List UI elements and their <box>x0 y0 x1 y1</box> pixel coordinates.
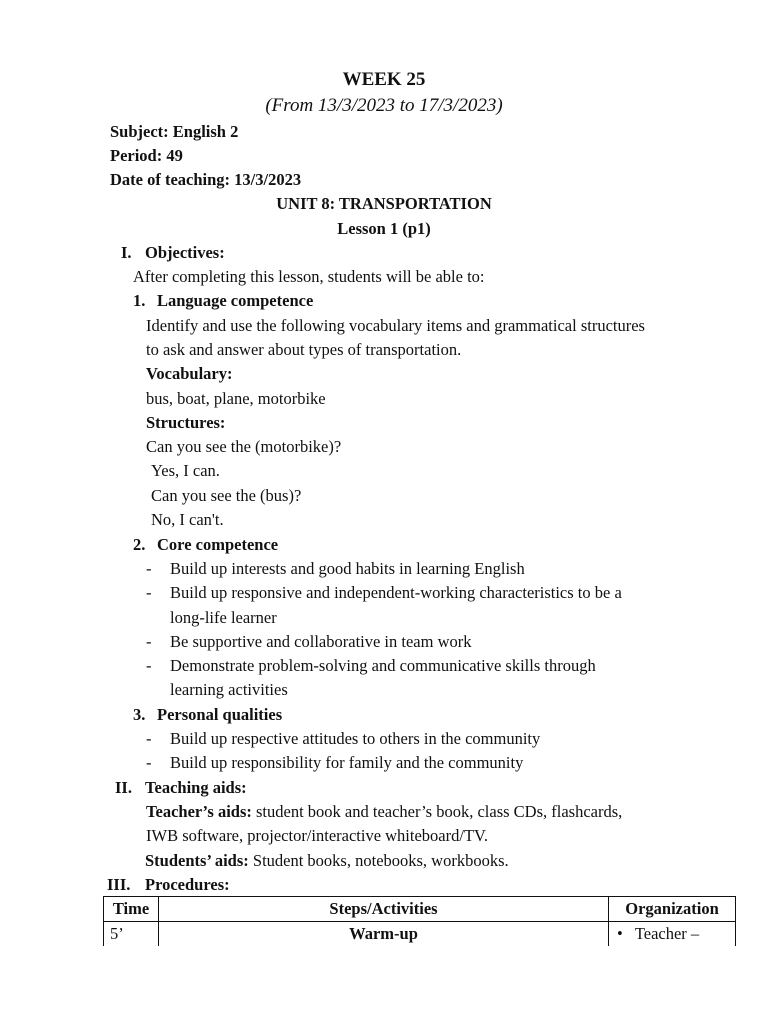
students-aids-label: Students’ aids: <box>145 851 249 870</box>
teaching-aids-num: II. <box>115 778 132 797</box>
date-of-teaching: Date of teaching: 13/3/2023 <box>110 170 302 189</box>
header-steps: Steps/Activities <box>159 897 609 922</box>
language-desc-2: to ask and answer about types of transportation. <box>146 340 462 359</box>
dash-marker: - <box>146 559 152 578</box>
language-title: Language competence <box>157 291 314 310</box>
vocabulary-list: bus, boat, plane, motorbike <box>146 389 326 408</box>
structure-line: No, I can't. <box>151 510 224 529</box>
header-organization: Organization <box>609 897 736 922</box>
teacher-aids-text-2: IWB software, projector/interactive whiteboard/TV. <box>146 826 488 845</box>
date-range: (From 13/3/2023 to 17/3/2023) <box>265 95 503 116</box>
structures-label: Structures: <box>146 413 226 432</box>
core-item: Demonstrate problem-solving and communicative skills through <box>170 656 596 675</box>
structure-line: Can you see the (bus)? <box>151 486 302 505</box>
core-title: Core competence <box>157 535 279 554</box>
dash-marker: - <box>146 583 152 602</box>
teacher-aids-text: student book and teacher’s book, class CDs, flashcards, <box>256 802 623 821</box>
dash-marker: - <box>146 729 152 748</box>
personal-num: 3. <box>133 705 146 724</box>
students-aids-text: Student books, notebooks, workbooks. <box>252 851 509 870</box>
teaching-aids-heading: Teaching aids: <box>145 778 247 797</box>
table-row <box>104 922 736 947</box>
procedures-table <box>103 896 736 946</box>
dash-marker: - <box>146 753 152 772</box>
teacher-aids-line <box>146 802 622 822</box>
table-header-row <box>104 897 736 922</box>
core-item-cont: learning activities <box>170 680 288 699</box>
procedures-num: III. <box>107 875 131 894</box>
bullet-marker: • <box>617 924 623 943</box>
personal-item: Build up respective attitudes to others in the community <box>170 729 541 748</box>
core-item: Build up responsive and independent-working characteristics to be a <box>170 583 622 602</box>
personal-item: Build up responsibility for family and the community <box>170 753 524 772</box>
lesson-title: Lesson 1 (p1) <box>337 219 431 238</box>
objectives-heading: Objectives: <box>145 243 225 262</box>
header-time: Time <box>104 897 159 922</box>
objectives-intro: After completing this lesson, students will be able to: <box>133 267 485 286</box>
period-line: Period: 49 <box>110 146 183 165</box>
core-item: Be supportive and collaborative in team work <box>170 632 472 651</box>
students-aids-line <box>145 851 509 871</box>
teacher-aids-label: Teacher’s aids: <box>146 802 252 821</box>
objectives-num: I. <box>121 243 132 262</box>
row-step: Warm-up <box>159 922 609 947</box>
procedures-heading: Procedures: <box>145 875 230 894</box>
core-item: Build up interests and good habits in learning English <box>170 559 525 578</box>
structure-line: Yes, I can. <box>151 461 220 480</box>
structure-line: Can you see the (motorbike)? <box>146 437 342 456</box>
subject-line: Subject: English 2 <box>110 122 239 141</box>
row-organization <box>609 922 736 947</box>
core-item-cont: long-life learner <box>170 608 277 627</box>
personal-title: Personal qualities <box>157 705 283 724</box>
unit-title: UNIT 8: TRANSPORTATION <box>276 194 492 213</box>
language-desc-1: Identify and use the following vocabulary items and grammatical structures <box>146 316 645 335</box>
week-title: WEEK 25 <box>342 69 426 90</box>
row-time: 5’ <box>104 922 159 947</box>
vocabulary-label: Vocabulary: <box>146 364 233 383</box>
dash-marker: - <box>146 656 152 675</box>
core-num: 2. <box>133 535 146 554</box>
language-num: 1. <box>133 291 146 310</box>
row-organization-text: Teacher – <box>634 924 700 943</box>
dash-marker: - <box>146 632 152 651</box>
